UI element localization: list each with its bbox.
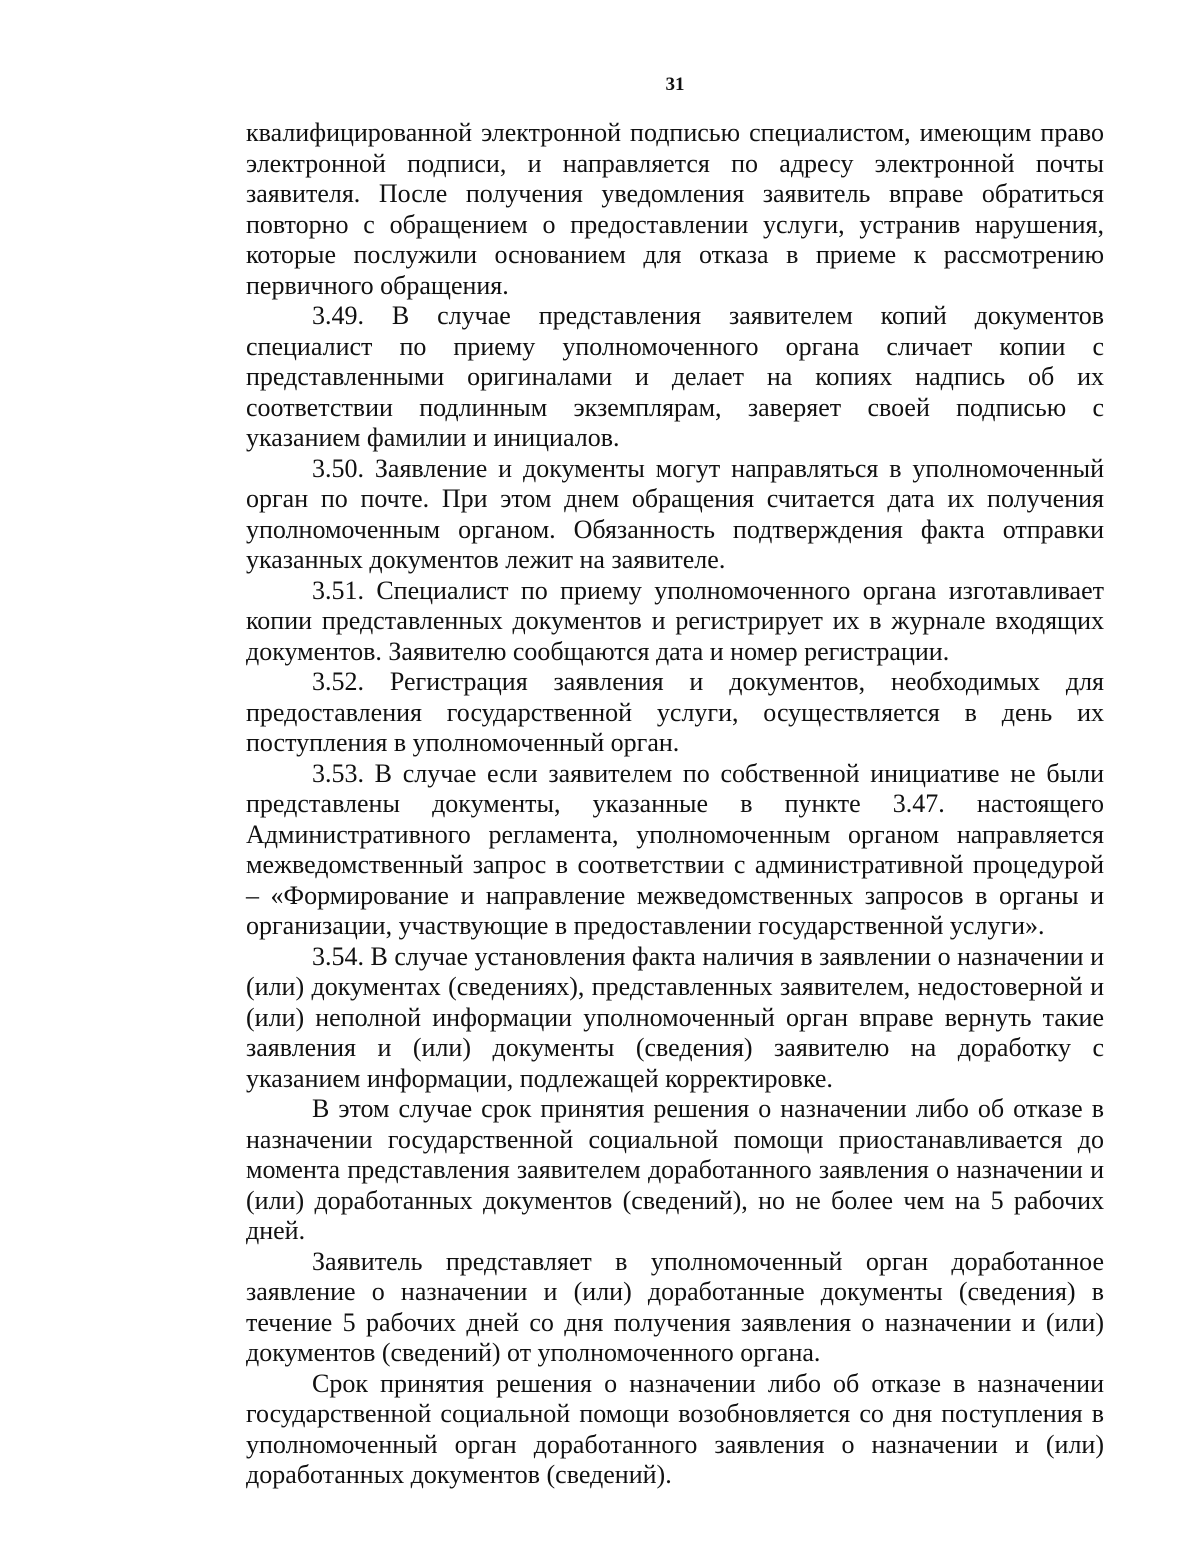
page-number: 31 — [665, 74, 685, 95]
paragraph-3-49: 3.49. В случае представления заявителем копий документов специалист по приему уполномоченного органа сличает копии с представленными оригиналами и делает на копиях надпись об их соответствии подлинным экземплярам, заверяет своей подписью с указанием фамилии и инициалов. — [246, 301, 1104, 452]
paragraph-3-53: 3.53. В случае если заявителем по собственной инициативе не были представлены документы, указанные в пункте 3.47. настоящего Административного регламента, уполномоченным органом направляется межведомственный запрос в соответствии с административной процедурой – «Формирование и направление межведомственных запросов в органы и организации, участвующие в предоставлении государственной услуги». — [246, 758, 1104, 940]
paragraph-resubmission: Заявитель представляет в уполномоченный орган доработанное заявление о назначении и (или) доработанные документы (сведения) в течение 5 рабочих дней со дня получения заявления о назначении и (или) документов (сведений) от уполномоченного органа. — [246, 1246, 1104, 1367]
paragraph-continuation: квалифицированной электронной подписью специалистом, имеющим право электронной подписи, и направляется по адресу электронной почты заявителя. После получения уведомления заявитель вправе обратиться повторно с обращением о предоставлении услуги, устранив нарушения, которые послужили основанием для отказа в приеме к рассмотрению первичного обращения. — [246, 118, 1104, 300]
paragraph-suspension: В этом случае срок принятия решения о назначении либо об отказе в назначении государственной социальной помощи приостанавливается до момента представления заявителем доработанного заявления о назначении и (или) доработанных документов (сведений), но не более чем на 5 рабочих дней. — [246, 1094, 1104, 1245]
paragraph-resumption: Срок принятия решения о назначении либо об отказе в назначении государственной социальной помощи возобновляется со дня поступления в уполномоченный орган доработанного заявления о назначении и (или) доработанных документов (сведений). — [246, 1368, 1104, 1489]
paragraph-3-54: 3.54. В случае установления факта наличия в заявлении о назначении и (или) документах (сведениях), представленных заявителем, недостоверной и (или) неполной информации уполномоченный орган вправе вернуть такие заявления и (или) документы (сведения) заявителю на доработку с указанием информации, подлежащей корректировке. — [246, 941, 1104, 1093]
document-body — [246, 118, 1104, 1491]
paragraph-3-52: 3.52. Регистрация заявления и документов, необходимых для предоставления государственной услуги, осуществляется в день их поступления в уполномоченный орган. — [246, 667, 1104, 757]
paragraph-3-51: 3.51. Специалист по приему уполномоченного органа изготавливает копии представленных документов и регистрирует их в журнале входящих документов. Заявителю сообщаются дата и номер регистрации. — [246, 575, 1104, 666]
paragraph-3-50: 3.50. Заявление и документы могут направляться в уполномоченный орган по почте. При этом днем обращения считается дата их получения уполномоченным органом. Обязанность подтверждения факта отправки указанных документов лежит на заявителе. — [246, 453, 1104, 574]
